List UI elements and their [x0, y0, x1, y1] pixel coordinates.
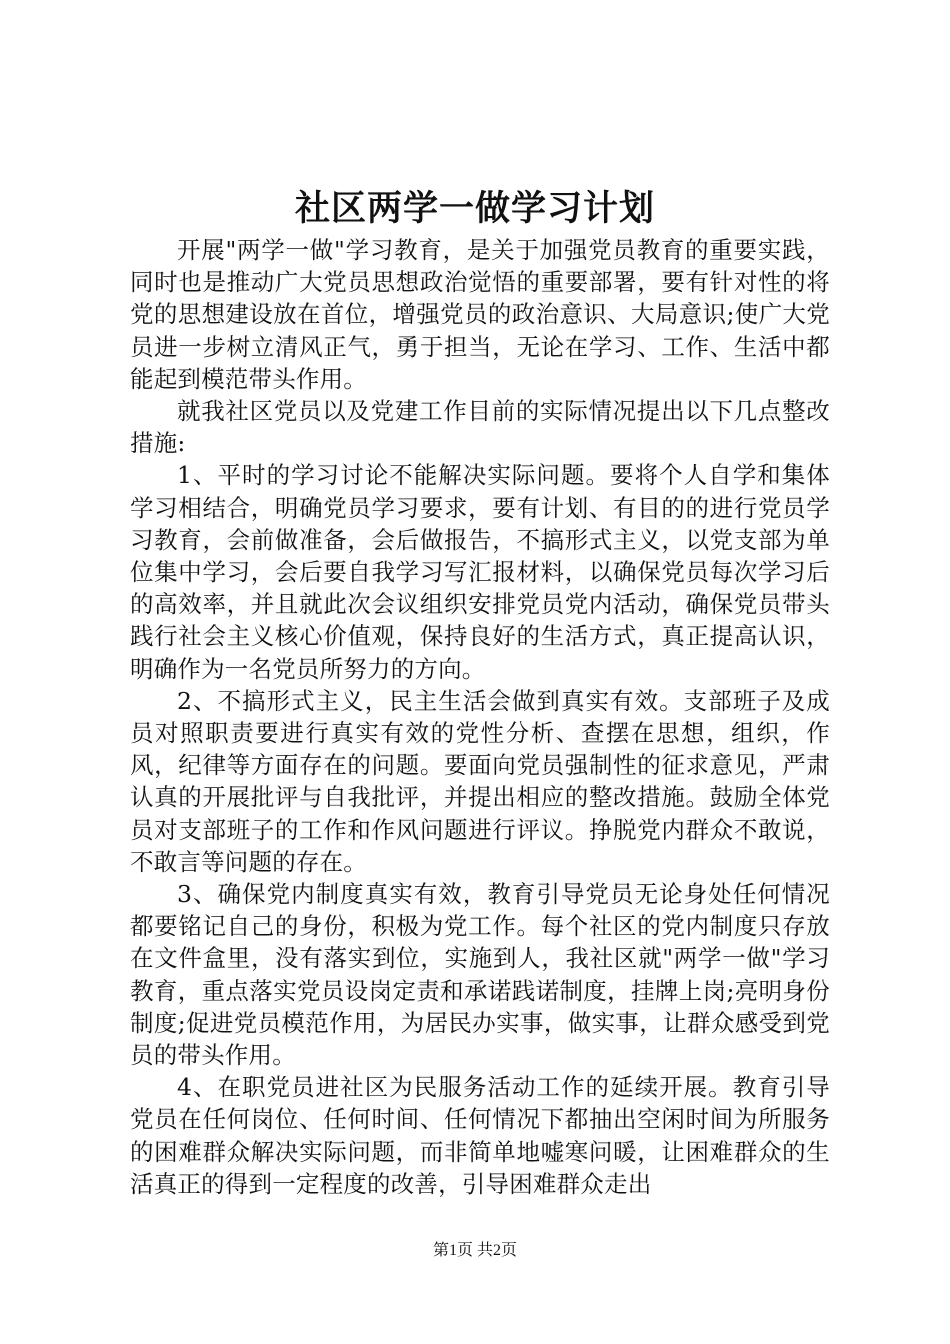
paragraph-intro: 开展"两学一做"学习教育，是关于加强党员教育的重要实践，同时也是推动广大党员思想政治觉悟的重要部署，要有针对性的将党的思想建设放在首位，增强党员的政治意识、大局意识;使广大党员进一步树立清风正气，勇于担当，无论在学习、工作、生活中都能起到模范带头作用。	[130, 236, 830, 393]
page-number-footer: 第1页 共2页	[432, 1242, 517, 1259]
document-title: 社区两学一做学习计划	[294, 188, 655, 229]
paragraph-measure-3: 3、确保党内制度真实有效，教育引导党员无论身处任何情况都要铭记自己的身份，积极为党工作。每个社区的党内制度只存放在文件盒里，没有落实到位，实施到人，我社区就"两学一做"学习教育，重点落实党员设岗定责和承诺践诺制度，挂牌上岗;亮明身份制度;促进党员模范作用，为居民办实事，做实事，让群众感受到党员的带头作用。	[130, 880, 830, 1070]
paragraph-measure-4: 4、在职党员进社区为民服务活动工作的延续开展。教育引导党员在任何岗位、任何时间、任何情况下都抽出空闲时间为所服务的困难群众解决实际问题，而非简单地嘘寒问暖，让困难群众的生活真正的得到一定程度的改善，引导困难群众走出	[130, 1073, 830, 1198]
paragraph-measures-intro: 就我社区党员以及党建工作目前的实际情况提出以下几点整改措施:	[130, 397, 830, 458]
paragraph-measure-1: 1、平时的学习讨论不能解决实际问题。要将个人自学和集体学习相结合，明确党员学习要求，要有计划、有目的的进行党员学习教育，会前做准备，会后做报告，不搞形式主义，以党支部为单位集中学习，会后要自我学习写汇报材料，以确保党员每次学习后的高效率，并且就此次会议组织安排党员党内活动，确保党员带头践行社会主义核心价值观，保持良好的生活方式，真正提高认识，明确作为一名党员所努力的方向。	[130, 461, 830, 683]
document-body	[130, 234, 830, 1200]
paragraph-measure-2: 2、不搞形式主义，民主生活会做到真实有效。支部班子及成员对照职责要进行真实有效的党性分析、查摆在思想，组织，作风，纪律等方面存在的问题。要面向党员强制性的征求意见，严肃认真的开展批评与自我批评，并提出相应的整改措施。鼓励全体党员对支部班子的工作和作风问题进行评议。挣脱党内群众不敢说，不敢言等问题的存在。	[130, 686, 830, 876]
